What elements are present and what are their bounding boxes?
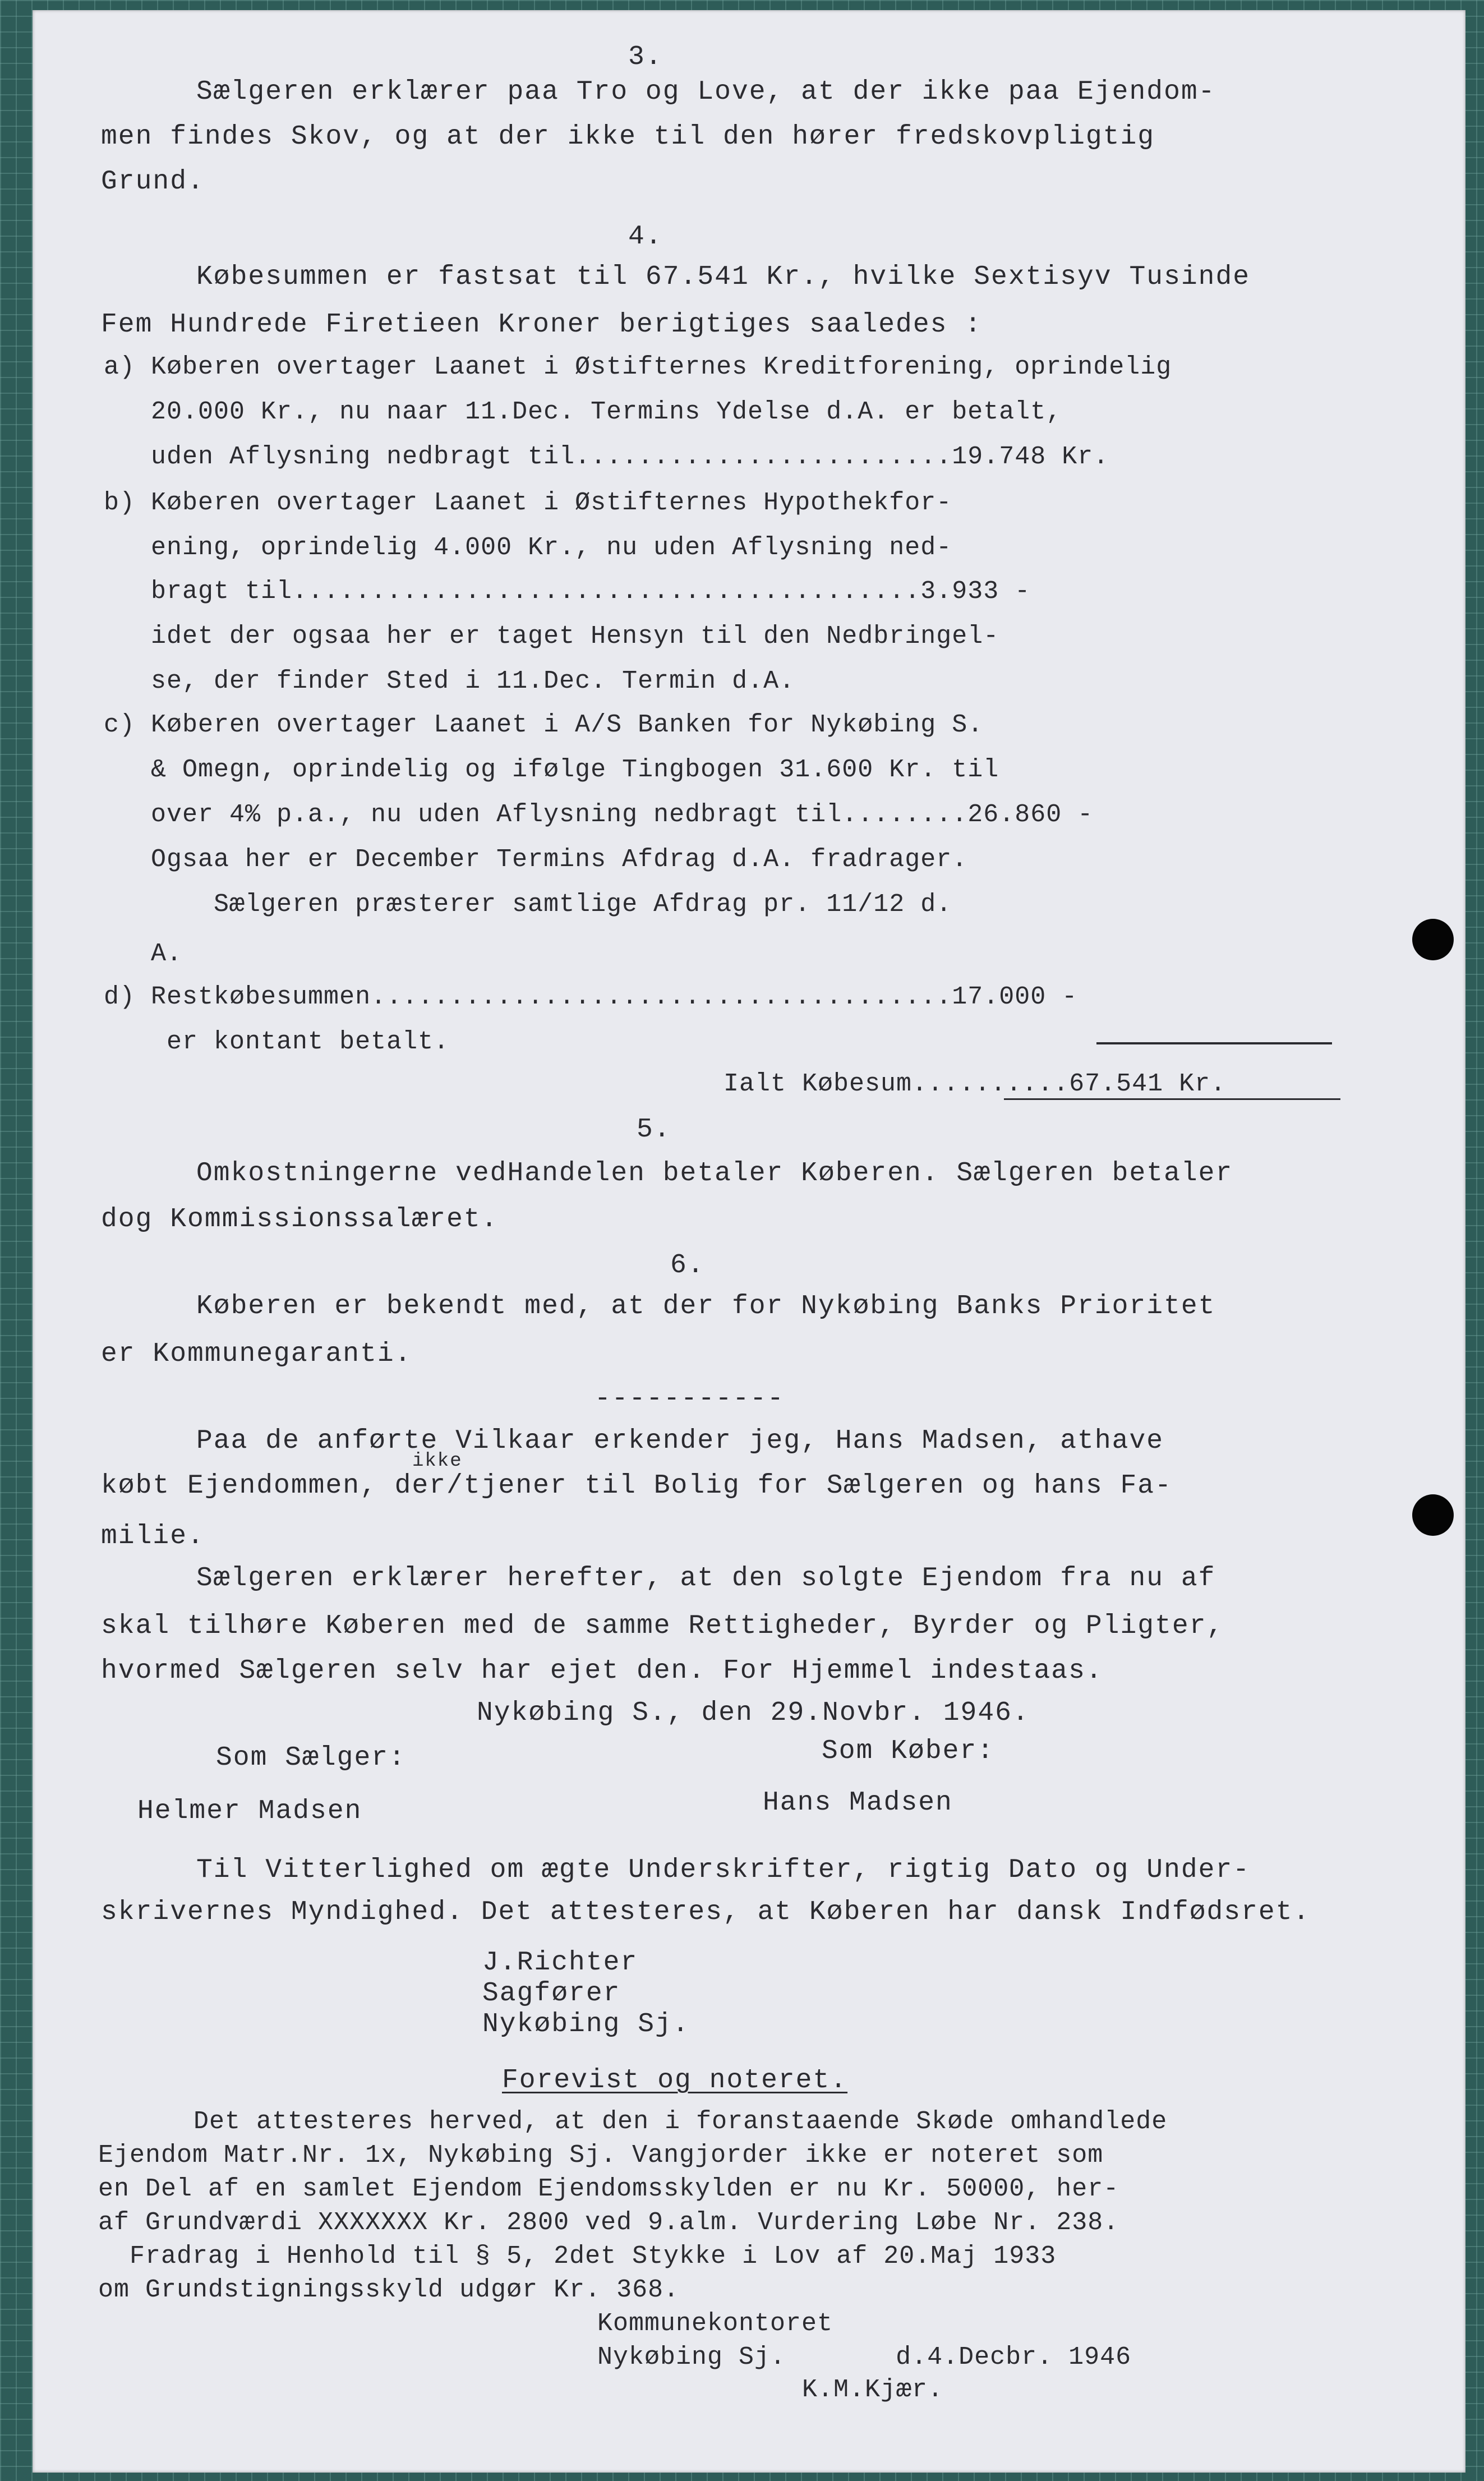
noted-heading: Forevist og noteret. (502, 2065, 848, 2096)
date-and-place: Nykøbing S., den 29.Novbr. 1946. (477, 1698, 1030, 1728)
noted-line-5: Fradrag i Henhold til § 5, 2det Stykke i Lov af 20.Maj 1933 (98, 2242, 1057, 2271)
total-underline (1004, 1098, 1340, 1100)
section-3-line-1: Sælgeren erklærer paa Tro og Love, at der ikke paa Ejendom- (196, 77, 1216, 107)
noted-line-1: Det attesteres herved, at den i foranstaaende Skøde omhandlede (193, 2107, 1168, 2136)
item-a-line-2: 20.000 Kr., nu naar 11.Dec. Termins Ydelse d.A. er betalt, (104, 398, 1062, 426)
declaration-line-1: Paa de anførte Vilkaar erkender jeg, Hans Madsen, athave (196, 1426, 1164, 1456)
item-a-line-1: a) Køberen overtager Laanet i Østifternes Kreditforening, oprindelig (104, 353, 1172, 381)
seller-label: Som Sælger: (216, 1743, 406, 1773)
section-3-line-3: Grund. (101, 167, 205, 197)
inserted-word-ikke: ikke (412, 1451, 463, 1472)
item-b-line-2: ening, oprindelig 4.000 Kr., nu uden Aflysning ned- (104, 533, 952, 562)
section-5-line-2: dog Kommissionssalæret. (101, 1204, 499, 1235)
witness-signer-place: Nykøbing Sj. (482, 2009, 690, 2040)
item-b-line-3: bragt til........................................3.933 - (104, 577, 1031, 606)
section-number-6: 6. (670, 1250, 705, 1281)
item-c-line-5: Sælgeren præsterer samtlige Afdrag pr. 11/12 d. (104, 890, 952, 919)
item-c-line-6: A. (104, 940, 183, 968)
section-number-5: 5. (637, 1115, 671, 1145)
item-b-line-5: se, der finder Sted i 11.Dec. Termin d.A. (104, 667, 795, 696)
noted-line-4: af Grundværdi XXXXXXX Kr. 2800 ved 9.alm. Vurdering Løbe Nr. 238. (98, 2208, 1119, 2237)
item-b-line-4: idet der ogsaa her er taget Hensyn til den Nedbringel- (104, 622, 999, 651)
noted-line-3: en Del af en samlet Ejendom Ejendomsskylden er nu Kr. 50000, her- (98, 2175, 1119, 2203)
transfer-line-1: Sælgeren erklærer herefter, at den solgte Ejendom fra nu af (196, 1563, 1216, 1594)
section-3-line-2: men findes Skov, og at der ikke til den hører fredskovpligtig (101, 122, 1155, 152)
section-number-3: 3. (628, 42, 663, 72)
section-5-line-1: Omkostningerne vedHandelen betaler Køberen. Sælgeren betaler (196, 1158, 1233, 1189)
separator-line: ----------- (594, 1384, 785, 1414)
item-d-line-2: er kontant betalt. (104, 1028, 450, 1056)
section-6-line-2: er Kommunegaranti. (101, 1339, 412, 1369)
office-signer: K.M.Kjær. (802, 2376, 944, 2404)
item-c-line-1: c) Køberen overtager Laanet i A/S Banken for Nykøbing S. (104, 711, 984, 739)
transfer-line-3: hvormed Sælgeren selv har ejet den. For Hjemmel indestaas. (101, 1656, 1103, 1686)
witness-signer-title: Sagfører (482, 1978, 621, 2009)
transfer-line-2: skal tilhøre Køberen med de samme Rettigheder, Byrder og Pligter, (101, 1611, 1224, 1641)
declaration-line-2: købt Ejendommen, der/tjener til Bolig for Sælgeren og hans Fa- (101, 1471, 1172, 1501)
seller-name: Helmer Madsen (137, 1796, 362, 1826)
buyer-name: Hans Madsen (763, 1788, 953, 1818)
item-c-line-3: over 4% p.a., nu uden Aflysning nedbragt til........26.860 - (104, 800, 1094, 829)
witness-signer-name: J.Richter (482, 1948, 638, 1978)
section-number-4: 4. (628, 222, 663, 252)
item-d-line-1: d) Restkøbesummen.....................................17.000 - (104, 983, 1078, 1011)
section-6-line-1: Køberen er bekendt med, at der for Nykøbing Banks Prioritet (196, 1291, 1216, 1322)
item-c-line-2: & Omegn, oprindelig og ifølge Tingbogen 31.600 Kr. til (104, 756, 999, 784)
sum-rule (1096, 1042, 1332, 1044)
office-name: Kommunekontoret (597, 2309, 833, 2338)
witness-line-2: skrivernes Myndighed. Det attesteres, at Køberen har dansk Indfødsret. (101, 1897, 1311, 1927)
item-b-line-1: b) Køberen overtager Laanet i Østifternes Hypothekfor- (104, 489, 952, 517)
section-4-intro-2: Fem Hundrede Firetieen Kroner berigtiges saaledes : (101, 310, 983, 340)
noted-line-2: Ejendom Matr.Nr. 1x, Nykøbing Sj. Vangjorder ikke er noteret som (98, 2141, 1104, 2170)
witness-line-1: Til Vitterlighed om ægte Underskrifter, rigtig Dato og Under- (196, 1855, 1251, 1885)
buyer-label: Som Køber: (822, 1736, 995, 1766)
total-purchase-sum: Ialt Købesum..........67.541 Kr. (723, 1070, 1227, 1098)
section-4-intro-1: Købesummen er fastsat til 67.541 Kr., hvilke Sextisyv Tusinde (196, 262, 1251, 292)
noted-line-6: om Grundstigningsskyld udgør Kr. 368. (98, 2276, 680, 2304)
office-place-date: Nykøbing Sj. d.4.Decbr. 1946 (597, 2343, 1132, 2372)
declaration-line-3: milie. (101, 1521, 205, 1552)
item-a-line-3: uden Aflysning nedbragt til........................19.748 Kr. (104, 443, 1109, 471)
item-c-line-4: Ogsaa her er December Termins Afdrag d.A. fradrager. (104, 845, 968, 874)
